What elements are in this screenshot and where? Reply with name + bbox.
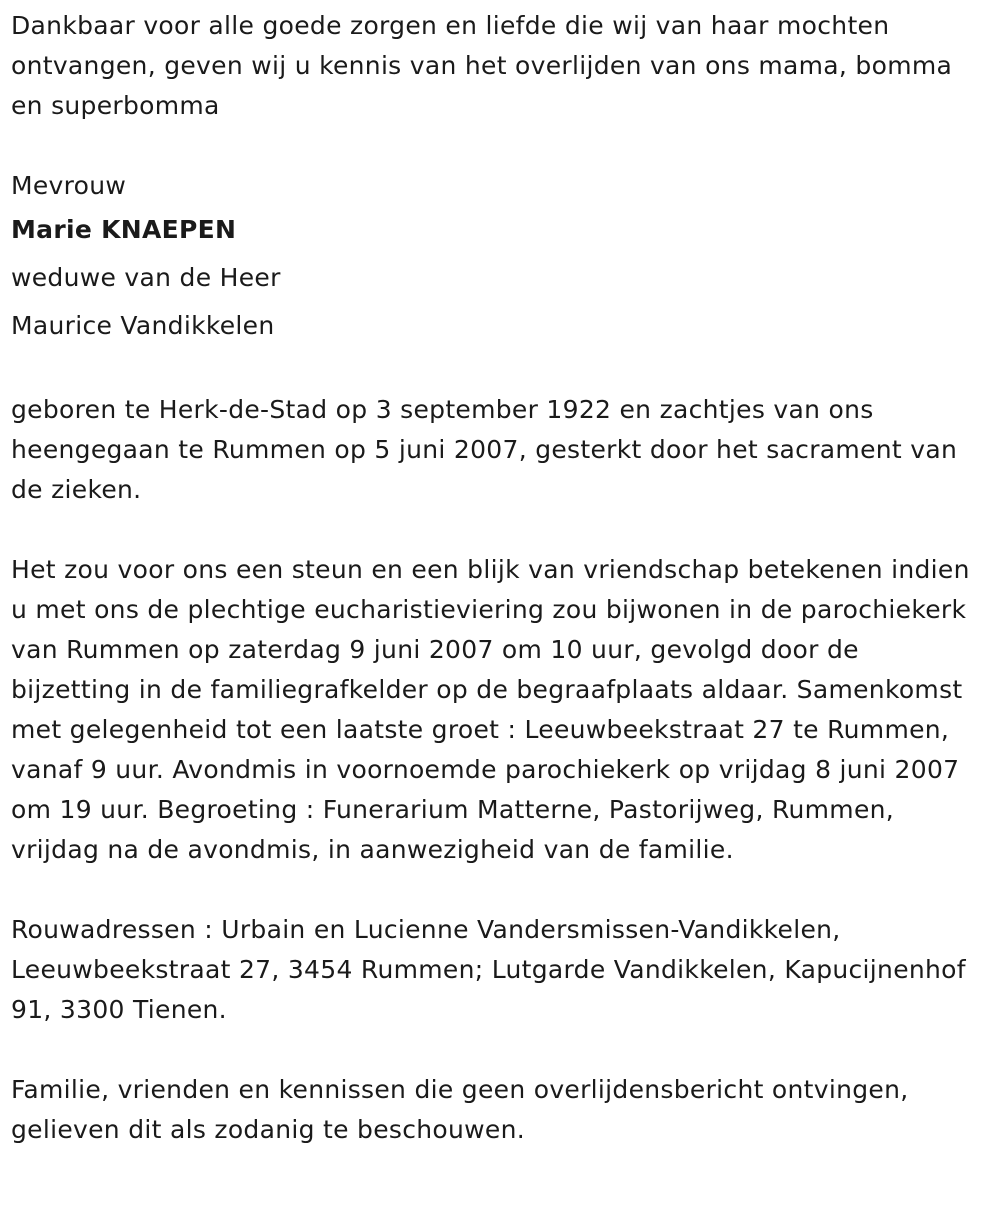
spouse-name: Maurice Vandikkelen: [11, 311, 275, 340]
birth-death-paragraph: geboren te Herk-de-Stad op 3 september 1922 en zachtjes van ons heengegaan te Rummen op 5 juni 2007, gesterkt door het sacrament van de zieken.: [11, 395, 958, 504]
spacer: [11, 870, 986, 910]
closing-paragraph: Familie, vrienden en kennissen die geen overlijdensbericht ontvingen, gelieven dit als zodanig te beschouwen.: [11, 1075, 909, 1144]
spacer: [11, 1030, 986, 1070]
ceremony-paragraph: Het zou voor ons een steun en een blijk van vriendschap betekenen indien u met ons de plechtige eucharistieviering zou bijwonen in de parochiekerk van Rummen op zaterdag 9 juni 2007 om 10 uur, gevolgd door de bijzetting in de familiegrafkelder op de begraafplaats aldaar. Samenkomst met gelegenheid tot een laatste groet : Leeuwbeekstraat 27 te Rummen, vanaf 9 uur. Avondmis in voornoemde parochiekerk op vrijdag 8 juni 2007 om 19 uur. Begroeting : Funerarium Matterne, Pastorijweg, Rummen, vrijdag na de avondmis, in aanwezigheid van de familie.: [11, 555, 970, 864]
deceased-name: Marie KNAEPEN: [11, 215, 237, 244]
spacer: [11, 126, 986, 166]
widow-line: weduwe van de Heer: [11, 263, 281, 292]
addresses-paragraph: Rouwadressen : Urbain en Lucienne Vandersmissen-Vandikkelen, Leeuwbeekstraat 27, 3454 Rummen; Lutgarde Vandikkelen, Kapucijnenhof 91, 3300 Tienen.: [11, 915, 966, 1024]
obituary-text: [11, 6, 986, 1150]
salutation: Mevrouw: [11, 171, 127, 200]
spacer: [11, 350, 986, 390]
spacer: [11, 510, 986, 550]
intro-paragraph: Dankbaar voor alle goede zorgen en liefde die wij van haar mochten ontvangen, geven wij u kennis van het overlijden van ons mama, bomma en superbomma: [11, 11, 953, 120]
